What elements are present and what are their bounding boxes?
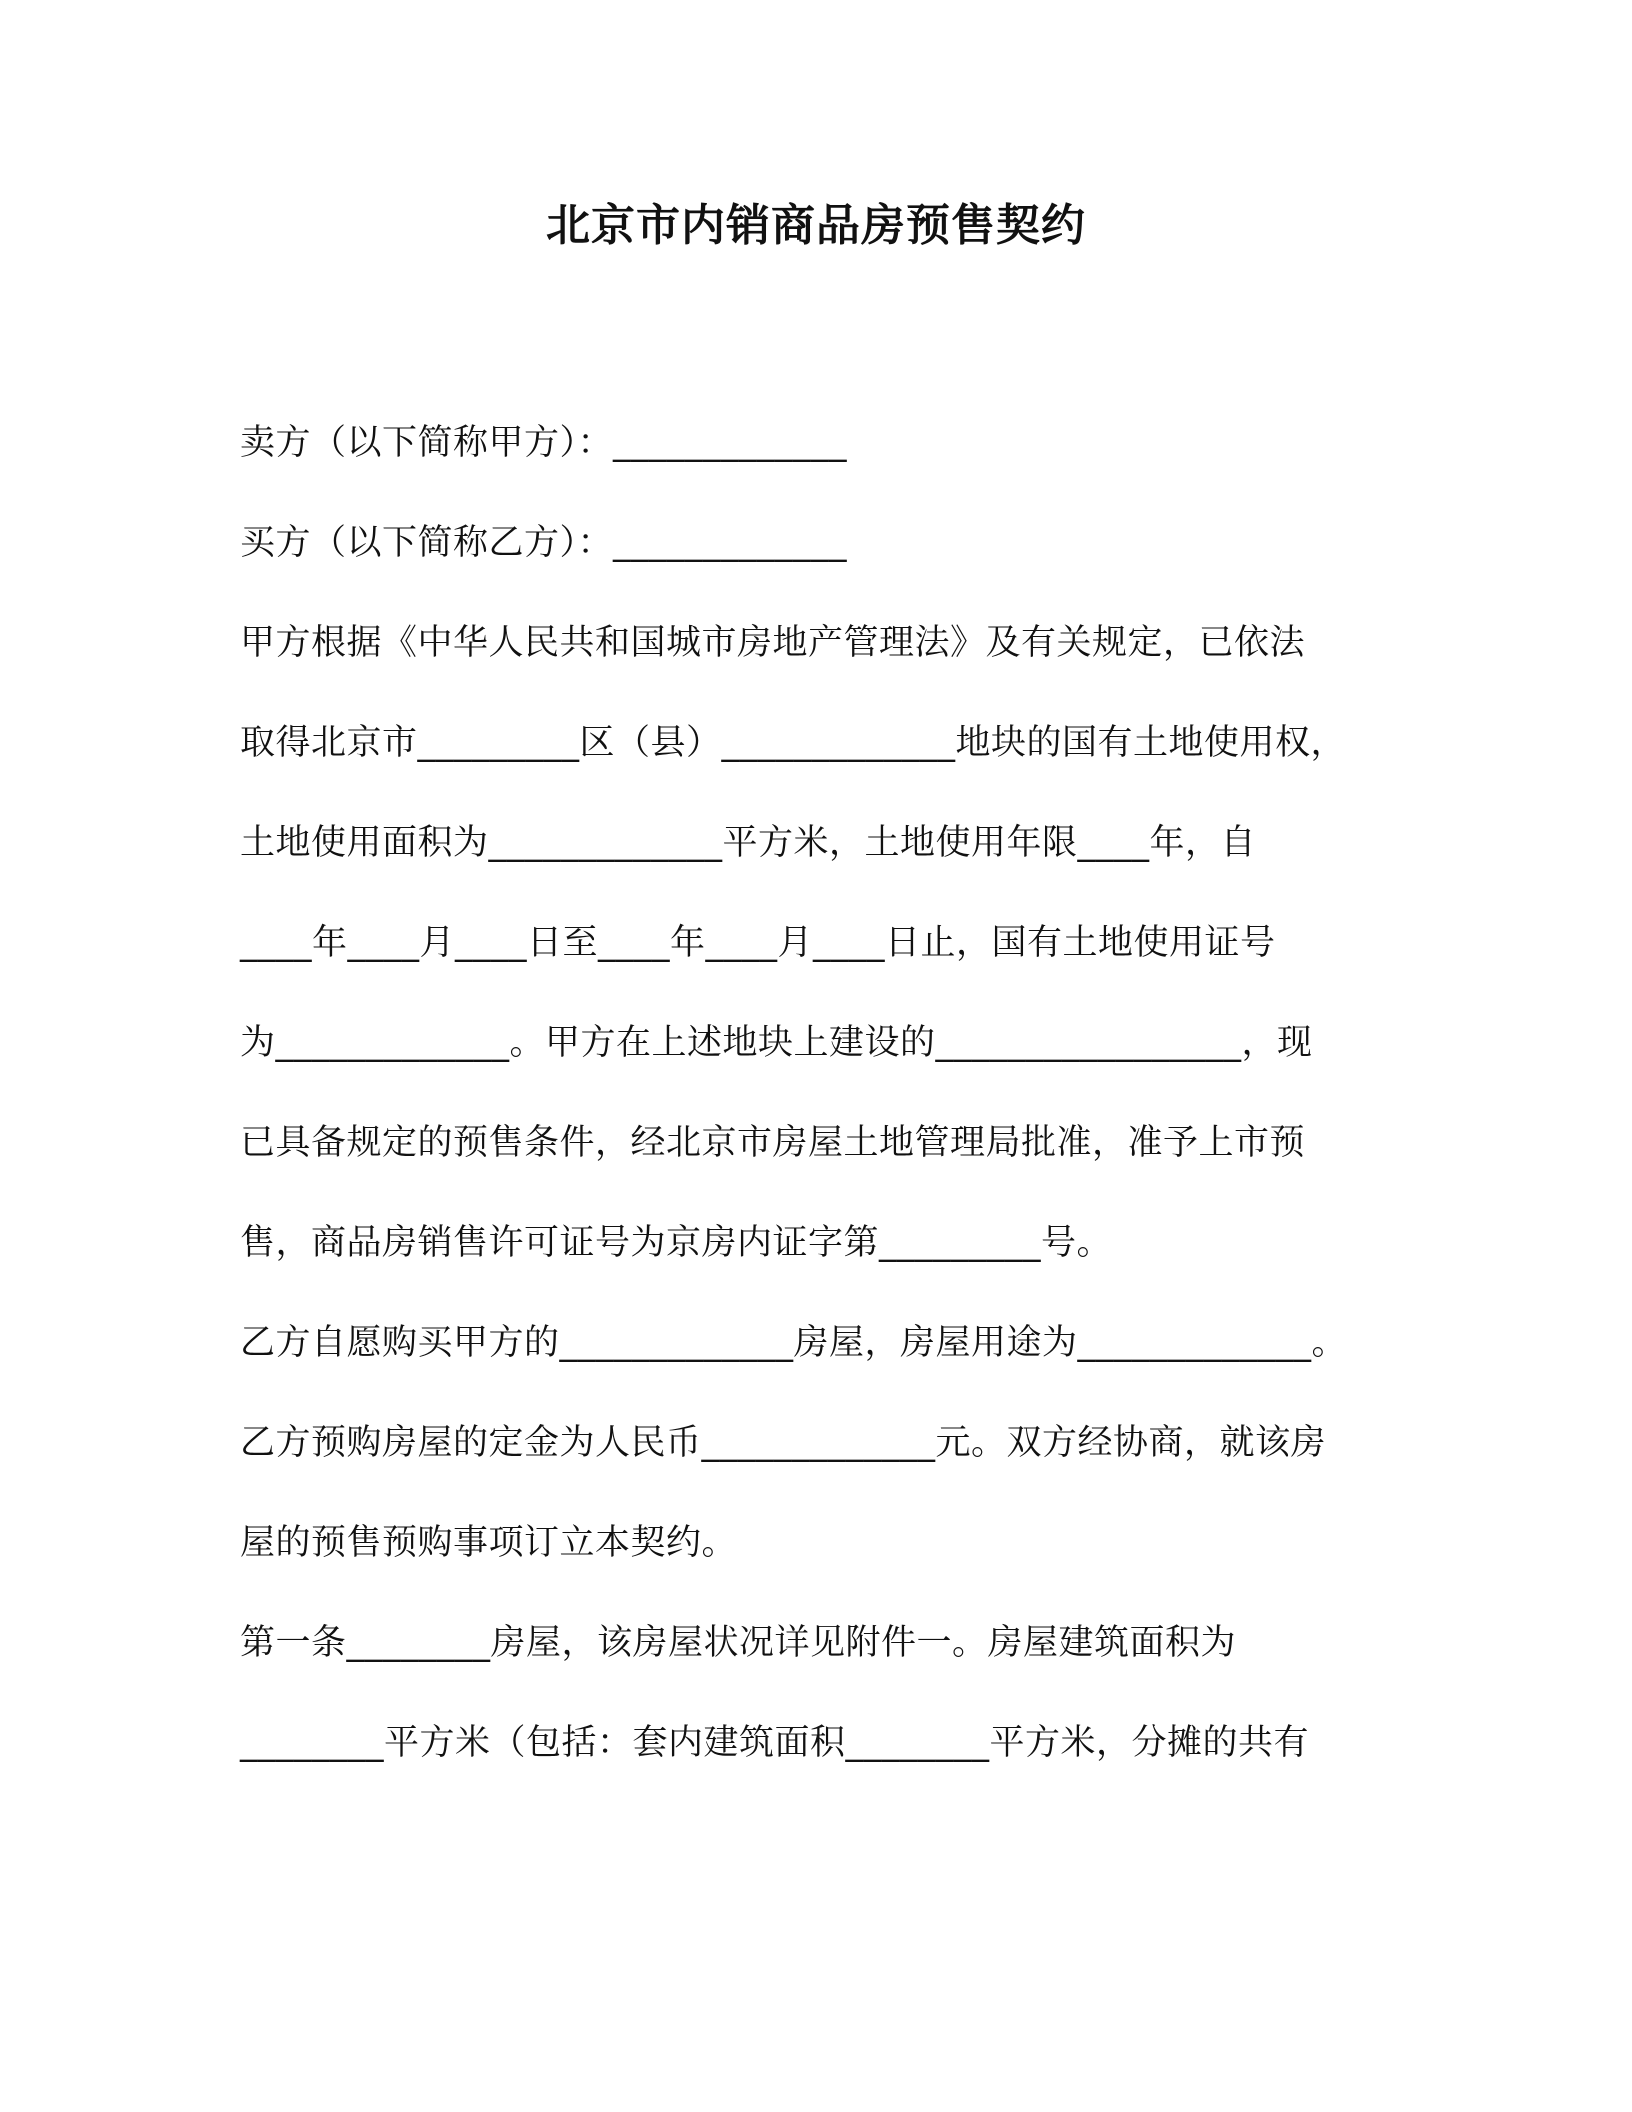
paragraph-line: 土地使用面积为_____________平方米，土地使用年限____年，自 (240, 823, 1257, 863)
paragraph-line: 乙方预购房屋的定金为人民币_____________元。双方经协商，就该房 (240, 1423, 1327, 1463)
article-line: 第一条________房屋，该房屋状况详见附件一。房屋建筑面积为 (240, 1623, 1237, 1663)
document-title: 北京市内销商品房预售契约 (546, 200, 1086, 251)
article-line: ________平方米（包括：套内建筑面积________平方米，分摊的共有 (240, 1723, 1310, 1763)
paragraph-line: 取得北京市_________区（县）_____________地块的国有土地使用权， (240, 723, 1347, 763)
paragraph-line: 售，商品房销售许可证号为京房内证字第_________号。 (240, 1223, 1113, 1263)
paragraph-line: 已具备规定的预售条件，经北京市房屋土地管理局批准，准予上市预 (240, 1123, 1306, 1163)
paragraph-line: 甲方根据《中华人民共和国城市房地产管理法》及有关规定，已依法 (240, 623, 1306, 663)
paragraph-line: ____年____月____日至____年____月____日止，国有土地使用证号 (240, 923, 1276, 963)
buyer-line: 买方（以下简称乙方）：_____________ (240, 523, 848, 563)
paragraph-line: 乙方自愿购买甲方的_____________房屋，房屋用途为_____________。 (240, 1323, 1348, 1363)
paragraph-line: 屋的预售预购事项订立本契约。 (240, 1523, 738, 1563)
seller-line: 卖方（以下简称甲方）：_____________ (240, 423, 848, 463)
paragraph-line: 为_____________。甲方在上述地块上建设的_________________，现 (240, 1023, 1313, 1063)
